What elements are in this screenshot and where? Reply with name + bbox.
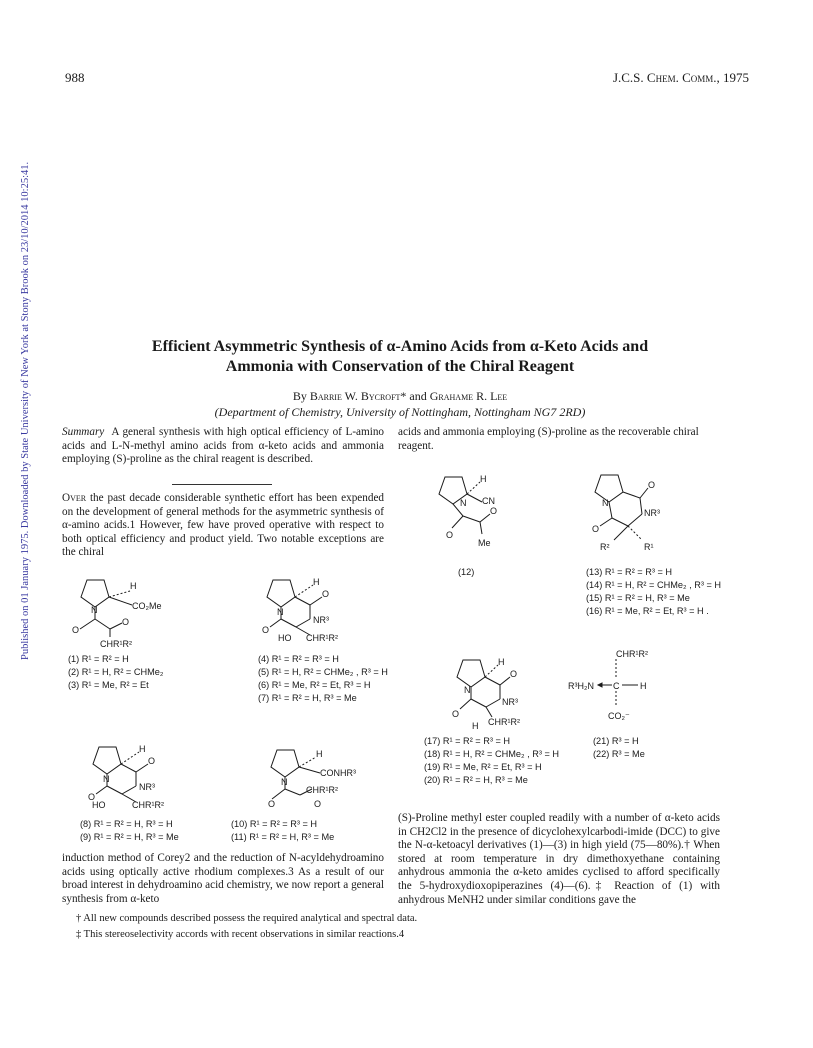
h-bond [299, 757, 316, 767]
h-bond [467, 482, 480, 494]
compound-list-21-22 [593, 735, 645, 761]
atom-o: O [446, 530, 454, 540]
structure-21-22 [568, 645, 688, 725]
compound-list-13-16 [586, 566, 721, 618]
summary-text: A general synthesis with high optical efficiency of L-amino acids and L-N-methyl amino acids from α-keto acids and ammonia employing (S)-proline as the chiral reagent is described. [62, 426, 385, 466]
compound-label: (19) R¹ = Me, R² = Et, R³ = H [424, 762, 542, 772]
structure-17-20 [448, 655, 558, 740]
atom-h: H [640, 681, 647, 691]
atom-n: N [91, 605, 98, 615]
compound-label: (16) R¹ = Me, R² = Et, R³ = H . [586, 606, 709, 616]
group-chr1r2: CHR¹R² [616, 649, 648, 659]
atom-n: N [460, 498, 467, 508]
compound-list-10-11 [231, 818, 334, 844]
article-title-line-2: Ammonia with Conservation of the Chiral Reagent [225, 358, 575, 375]
structure-10-11 [262, 745, 392, 820]
ring-bond [612, 518, 628, 526]
atom-o: O [648, 480, 656, 490]
r2-bond [614, 526, 628, 540]
group-conhr3: CONHR³ [320, 768, 356, 778]
atom-h: H [480, 474, 487, 484]
compound-label: (21) R³ = H [593, 736, 639, 746]
h-bond [121, 752, 139, 764]
left-paragraph: induction method of Corey2 and the reduction of N-acyldehydroamino acids using optically active rhodium complexes.3 As a result of our broad interest in dehydroamino acid chemistry, we now report a general synthesis from α-keto [62, 852, 384, 905]
compound-label: (10) R¹ = R² = R³ = H [231, 819, 318, 829]
compound-label: (14) R¹ = H, R² = CHMe₂ , R³ = H [586, 580, 722, 590]
co-bond [640, 488, 648, 498]
cn-bond [467, 494, 482, 502]
ring-bond [121, 764, 136, 772]
by-word: By [292, 389, 307, 403]
side-bond [486, 707, 492, 717]
summary-label: Summary [62, 426, 105, 438]
group-me: Me [478, 538, 491, 548]
and-word: and [409, 389, 427, 403]
atom-n: N [103, 774, 110, 784]
group-nr3: NR³ [139, 782, 155, 792]
pyrrolidine-ring [81, 580, 109, 607]
atom-o: O [88, 792, 96, 802]
structure-12 [430, 472, 530, 567]
structure-4-7 [258, 575, 378, 650]
compound-list-17-20 [424, 735, 559, 787]
compound-label: (6) R¹ = Me, R² = Et, R³ = H [258, 680, 371, 690]
r1-bond [628, 526, 642, 540]
compound-label: (7) R¹ = R² = H, R³ = Me [258, 693, 357, 703]
compound-list-8-9 [80, 818, 179, 844]
author-lee: Grahame R. Lee [429, 389, 508, 403]
footnote-2: ‡ This stereoselectivity accords with recent observations in similar reactions.4 [76, 929, 405, 940]
co-bond [136, 764, 148, 772]
ring-bond [609, 502, 612, 518]
compound-label: (18) R¹ = H, R² = CHMe₂ , R³ = H [424, 749, 560, 759]
compound-label: (5) R¹ = H, R² = CHMe₂ , R³ = H [258, 667, 388, 677]
compound-label-12: (12) [458, 567, 475, 577]
compound-label: (22) R³ = Me [593, 749, 645, 759]
cc-bond [95, 619, 110, 629]
compound-label: (8) R¹ = R² = H, R³ = H [80, 819, 173, 829]
atom-o: O [268, 799, 276, 809]
atom-h: H [139, 744, 146, 754]
footnote-1: † All new compounds described possess the required analytical and spectral data. [76, 913, 418, 924]
ring-bond [107, 786, 122, 794]
h-bond [485, 665, 498, 677]
structure-1-3 [72, 575, 192, 650]
group-chr1r2: CHR¹R² [100, 639, 132, 649]
intro-paragraph [62, 492, 384, 560]
co-bond [96, 786, 107, 794]
ring-bond [640, 498, 642, 514]
pyrrolidine-ring [267, 580, 295, 607]
compound-label: (3) R¹ = Me, R² = Et [68, 680, 149, 690]
compound-list-4-7 [258, 653, 388, 705]
keto-co-bond [480, 514, 490, 522]
atom-n: N [281, 777, 288, 787]
atom-o: O [510, 669, 518, 679]
atom-o: O [314, 799, 322, 809]
group-nr3: NR³ [313, 615, 329, 625]
ring-bond [471, 699, 486, 707]
summary-rule [172, 484, 272, 485]
co-bond [500, 677, 510, 685]
cc-bond [463, 516, 480, 522]
ester-bond [109, 597, 132, 605]
summary [62, 426, 384, 467]
group-r1: R¹ [644, 542, 654, 552]
group-ho: HO [92, 800, 106, 810]
h-bond [295, 585, 313, 597]
me-bond [480, 522, 482, 534]
keto-co-bond [110, 623, 122, 629]
compound-label: (20) R¹ = R² = H, R³ = Me [424, 775, 528, 785]
atom-o: O [490, 506, 498, 516]
page-number: 988 [65, 70, 85, 85]
group-r2: R² [600, 542, 610, 552]
atom-o: O [322, 589, 330, 599]
ring-bond [628, 514, 642, 526]
group-chr1r2: CHR¹R² [132, 800, 164, 810]
atom-o: O [122, 617, 130, 627]
co-bond [600, 518, 612, 526]
atom-h: H [472, 721, 479, 731]
group-chr1r2: CHR¹R² [306, 633, 338, 643]
structure-13-16 [586, 470, 696, 560]
download-notice-text: Published on 01 January 1975. Downloaded by State University of New York at Stony Brook on 23/10/2014 10:25:41. [20, 161, 31, 660]
structure-8-9 [84, 742, 204, 817]
ring-bond [122, 786, 136, 794]
article-title-line-1: Efficient Asymmetric Synthesis of α-Amino Acids from α-Keto Acids and [151, 338, 649, 355]
cc-bond [285, 789, 300, 795]
authors [60, 389, 740, 404]
wedge-arrow [598, 683, 602, 687]
compound-label: (4) R¹ = R² = R³ = H [258, 654, 339, 664]
group-chr1r2: CHR¹R² [306, 785, 338, 795]
compound-label: (13) R¹ = R² = R³ = H [586, 567, 673, 577]
atom-h: H [130, 581, 137, 591]
pyrrolidine-ring [595, 475, 623, 502]
atom-o: O [148, 756, 156, 766]
group-nr3: NR³ [644, 508, 660, 518]
group-r3h2n: R³H₂N [568, 681, 594, 691]
ring-bond [486, 699, 500, 707]
group-cn: CN [482, 496, 495, 506]
summary-continued: acids and ammonia employing (S)-proline as the recoverable chiral reagent. [398, 426, 699, 452]
compound-label: (17) R¹ = R² = R³ = H [424, 736, 511, 746]
atom-h: H [316, 749, 323, 759]
group-co2-minus: CO₂⁻ [608, 711, 630, 721]
co-bond [270, 619, 281, 627]
ring-bond [295, 597, 310, 605]
download-notice [6, 160, 31, 660]
pyrrolidine-ring [271, 750, 299, 777]
compound-label: (1) R¹ = R² = H [68, 654, 129, 664]
co-bond [272, 789, 285, 799]
ring-bond [281, 619, 296, 627]
group-ho: HO [278, 633, 292, 643]
co-bond [460, 699, 471, 709]
group-chr1r2: CHR¹R² [488, 717, 520, 727]
journal-header: J.C.S. Chem. Comm., 1975 [612, 70, 749, 85]
atom-n: N [277, 607, 284, 617]
pyrrolidine-ring [457, 660, 485, 687]
compound-label: (15) R¹ = R² = H, R³ = Me [586, 593, 690, 603]
atom-o: O [262, 625, 270, 635]
pyrrolidine-ring [93, 747, 121, 774]
atom-o: O [72, 625, 80, 635]
atom-h: H [498, 657, 505, 667]
atom-o: O [452, 709, 460, 719]
ring-bond [485, 677, 500, 685]
atom-h: H [313, 577, 320, 587]
co-bond [310, 597, 322, 605]
atom-n: N [464, 685, 471, 695]
author-bycroft: Barrie W. Bycroft* [309, 389, 407, 403]
h-bond [109, 591, 130, 597]
compound-label: (11) R¹ = R² = H, R³ = Me [231, 832, 335, 842]
ring-bond [623, 492, 640, 498]
atom-n: N [602, 498, 609, 508]
co-bond [80, 619, 95, 629]
intro-lead: Over [62, 492, 87, 504]
compound-label: (2) R¹ = H, R² = CHMe₂ [68, 667, 164, 677]
atom-o: O [592, 524, 600, 534]
right-paragraph: (S)-Proline methyl ester coupled readily with a number of α-keto acids in CH2Cl2 in the presence of dicyclohexylcarbodi-imide (DCC) to give the N-α-ketoacyl derivatives (1)—(3) in high yield (75—80%).† When stored at room temperature in dry dimethoxyethane containing anhydrous ammonia the α-keto amides cyclised to afford specifically the 5-hydroxydioxopiperazines (4)—(6).‡ Reaction of (1) with anhydrous MeNH2 under similar conditions gave the [398, 812, 720, 906]
affiliation: (Department of Chemistry, University of Nottingham, Nottingham NG7 2RD) [214, 405, 586, 419]
co-bond [452, 516, 463, 528]
ring-bond [296, 619, 310, 627]
intro-text: the past decade considerable synthetic effort has been expended on the development of general methods for the asymmetric synthesis of α-amino acids.1 However, few have proved operative with respect to both optical efficiency and product yield. Two notable exceptions are the chiral [62, 492, 385, 559]
group-nr3: NR³ [502, 697, 518, 707]
amide-bond [299, 767, 320, 773]
compound-label: (9) R¹ = R² = H, R³ = Me [80, 832, 179, 842]
compound-list-1-3 [68, 653, 163, 692]
atom-c: C [613, 681, 620, 691]
group-co2me: CO₂Me [132, 601, 162, 611]
